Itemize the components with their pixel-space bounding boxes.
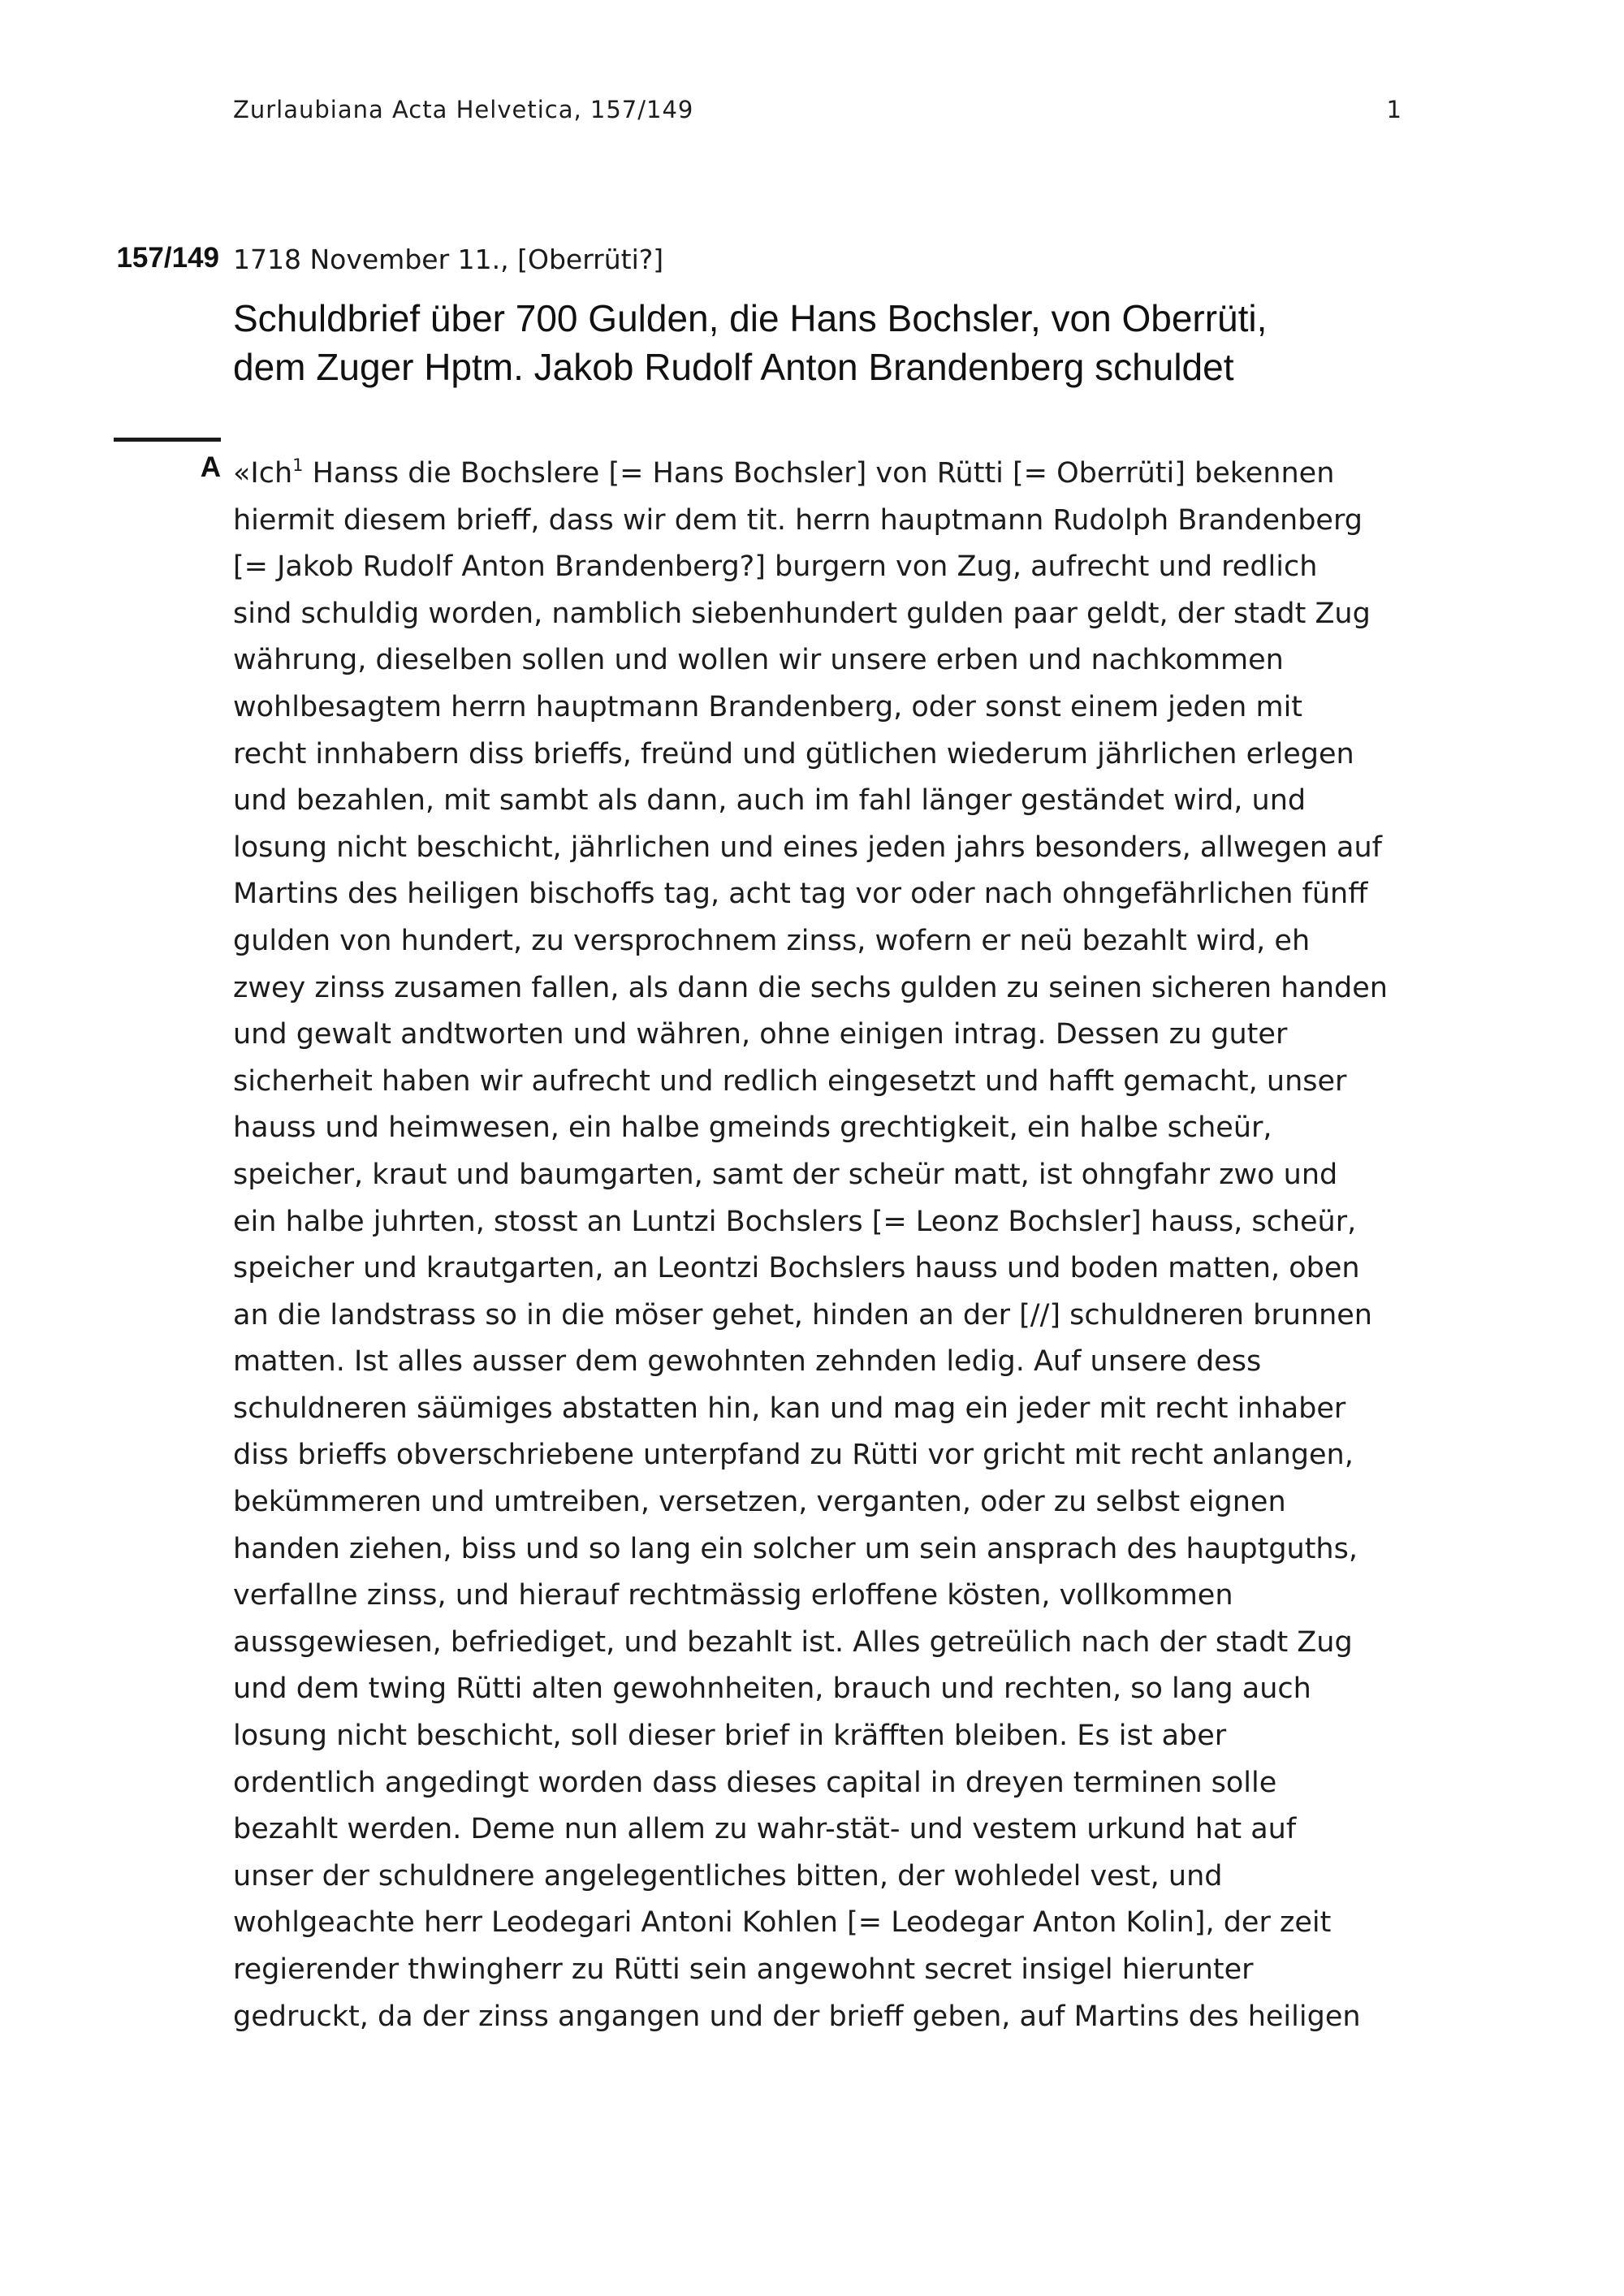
text-line: ordentlich angedingt worden dass dieses capital in dreyen terminen solle (233, 1766, 1277, 1799)
text-line: losung nicht beschicht, jährlichen und eines jeden jahrs besonders, allwegen auf (233, 831, 1382, 864)
text-line: zwey zinss zusamen fallen, als dann die sechs gulden zu seinen sicheren handen (233, 971, 1388, 1004)
text-line: sind schuldig worden, namblich siebenhundert gulden paar geldt, der stadt Zug (233, 597, 1371, 630)
text-line: gedruckt, da der zinss angangen und der brieff geben, auf Martins des heiligen (233, 2000, 1361, 2033)
text-line: regierender thwingherr zu Rütti sein angewohnt secret insigel hierunter (233, 1953, 1254, 1986)
text-line: handen ziehen, biss und so lang ein solcher um sein ansprach des hauptguths, (233, 1532, 1358, 1565)
running-head (233, 96, 1402, 128)
text-line: hauss und heimwesen, ein halbe gmeinds grechtigkeit, ein halbe scheür, (233, 1111, 1272, 1145)
text-line: speicher und krautgarten, an Leontzi Bochslers hauss und boden matten, oben (233, 1252, 1360, 1285)
document-date-place: 1718 November 11., [Oberrüti?] (233, 244, 664, 275)
text-line: gulden von hundert, zu versprochnem zinss, wofern er neü bezahlt wird, eh (233, 924, 1311, 957)
text-line: Martins des heiligen bischoffs tag, acht tag vor oder nach ohngefährlichen fünff (233, 878, 1368, 911)
text-line: recht innhabern diss brieffs, freünd und gütlichen wiederum jährlichen erlegen (233, 737, 1354, 770)
text-line: und bezahlen, mit sambt als dann, auch im fahl länger geständet wird, und (233, 784, 1307, 818)
text-line: wohlgeachte herr Leodegari Antoni Kohlen [= Leodegar Anton Kolin], der zeit (233, 1906, 1332, 1940)
text-line: speicher, kraut und baumgarten, samt der scheür matt, ist ohngfahr zwo und (233, 1158, 1338, 1191)
heading-line: dem Zuger Hptm. Jakob Rudolf Anton Brandenberg schuldet (233, 346, 1234, 388)
text-line: währung, dieselben sollen und wollen wir unsere erben und nachkommen (233, 644, 1284, 677)
text-line: und dem twing Rütti alten gewohnheiten, brauch und rechten, so lang auch (233, 1672, 1311, 1706)
transcription-text (233, 451, 1419, 2040)
text-line: unser der schuldnere angelegentliches bitten, der wohledel vest, und (233, 1859, 1223, 1892)
text-line: an die landstrass so in die möser gehet, hinden an der [//] schuldneren brunnen (233, 1298, 1372, 1331)
text-opening: «Ich (233, 457, 293, 490)
heading-line: Schuldbrief über 700 Gulden, die Hans Bochsler, von Oberrüti, (233, 297, 1268, 339)
page-number: 1 (1386, 96, 1402, 123)
document-number: 157/149 (116, 242, 219, 274)
text-line: verfallne zinss, und hierauf rechtmässig erloffene kösten, vollkommen (233, 1579, 1233, 1612)
footnote-marker[interactable]: 1 (292, 455, 304, 475)
text-line: [= Jakob Rudolf Anton Brandenberg?] burgern von Zug, aufrecht und redlich (233, 550, 1318, 584)
text-line: losung nicht beschicht, soll dieser brief in kräfften bleiben. Es ist aber (233, 1720, 1227, 1753)
text-line-content: Hanss die Bochslere [= Hans Bochsler] von Rütti [= Oberrüti] bekennen (303, 457, 1335, 490)
witness-label: A (200, 451, 221, 483)
text-line: matten. Ist alles ausser dem gewohnten zehnden ledig. Auf unsere dess (233, 1345, 1262, 1379)
text-line: schuldneren säümiges abstatten hin, kan und mag ein jeder mit recht inhaber (233, 1392, 1346, 1425)
text-line: bezahlt werden. Deme nun allem zu wahr-stät- und vestem urkund hat auf (233, 1813, 1297, 1846)
text-line: ein halbe juhrten, stosst an Luntzi Bochslers [= Leonz Bochsler] hauss, scheür, (233, 1205, 1357, 1238)
text-line: bekümmeren und umtreiben, versetzen, verganten, oder zu selbst eignen (233, 1486, 1286, 1519)
section-rule (114, 438, 221, 442)
text-line (233, 451, 1419, 498)
text-line: und gewalt andtworten und währen, ohne einigen intrag. Dessen zu guter (233, 1018, 1288, 1051)
text-line: aussgewiesen, befriediget, und bezahlt ist. Alles getreülich nach der stadt Zug (233, 1625, 1353, 1659)
text-line: hiermit diesem brieff, dass wir dem tit. herrn hauptmann Rudolph Brandenberg (233, 503, 1363, 537)
text-line: wohlbesagtem herrn hauptmann Brandenberg, oder sonst einem jeden mit (233, 690, 1303, 723)
text-line: diss brieffs obverschriebene unterpfand zu Rütti vor gricht mit recht anlangen, (233, 1439, 1354, 1472)
document-heading (233, 294, 1402, 391)
text-line: sicherheit haben wir aufrecht und redlich eingesetzt und hafft gemacht, unser (233, 1064, 1347, 1098)
running-title: Zurlaubiana Acta Helvetica, 157/149 (233, 96, 694, 123)
